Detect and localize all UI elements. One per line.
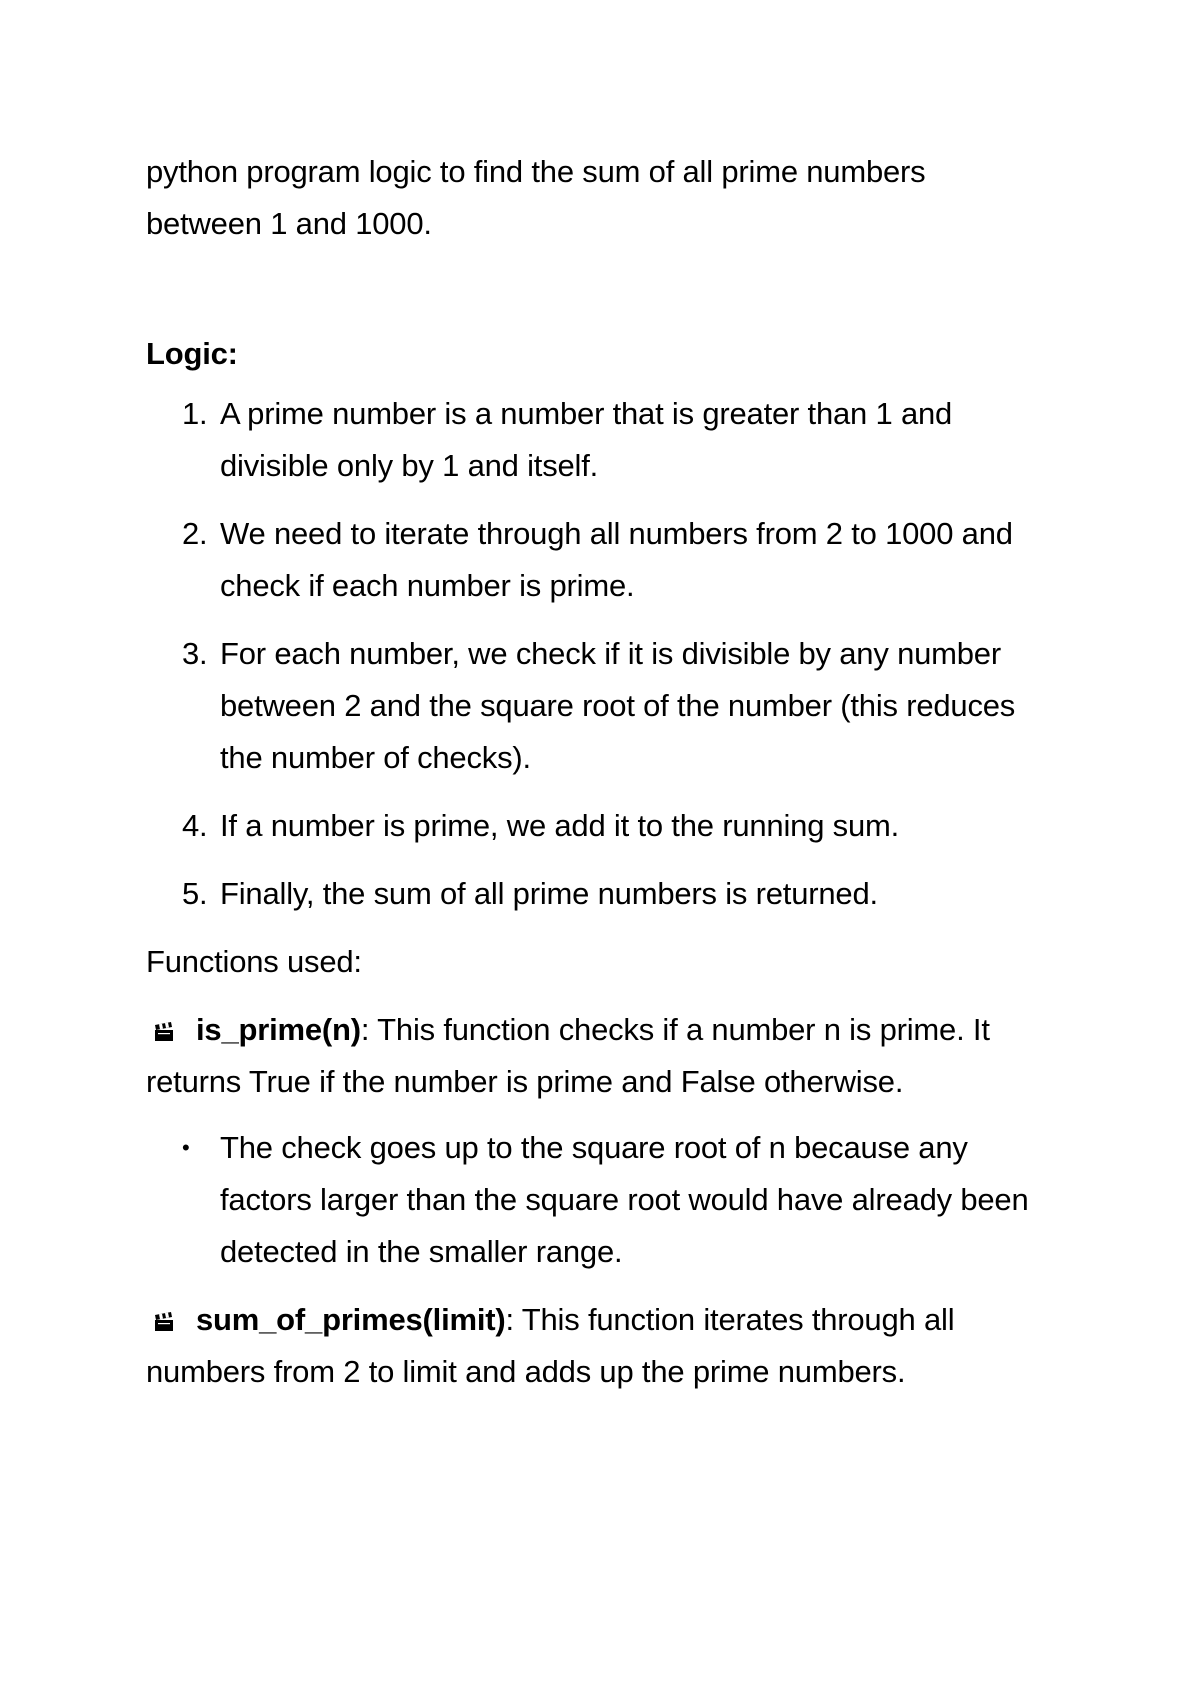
list-number: 4. [182, 808, 208, 843]
list-item-text: We need to iterate through all numbers from 2 to 1000 and check if each number is prime. [220, 516, 1013, 603]
intro-paragraph: python program logic to find the sum of all prime numbers between 1 and 1000. [146, 154, 926, 241]
list-number: 1. [182, 396, 208, 431]
bullet-icon: • [182, 1135, 190, 1160]
list-item-text: Finally, the sum of all prime numbers is returned. [220, 876, 878, 911]
list-number: 5. [182, 876, 208, 911]
function-name: sum_of_primes(limit) [196, 1302, 506, 1337]
document-content [146, 146, 1046, 1398]
note-item [146, 1122, 1046, 1278]
logic-item [146, 628, 1046, 784]
logic-list [146, 388, 1046, 920]
function-notes-list [146, 1122, 1046, 1278]
list-item-text: For each number, we check if it is divisible by any number between 2 and the square root of the number (this reduces the number of checks). [220, 636, 1016, 775]
list-item-text: A prime number is a number that is greater than 1 and divisible only by 1 and itself. [220, 396, 953, 483]
logic-item [146, 868, 1046, 920]
function-description: : This function checks if a number n is prime. It returns True if the number is prime and False otherwise. [146, 1012, 990, 1099]
function-description-is-prime [146, 1004, 1046, 1108]
clapperboard-icon [154, 1296, 174, 1316]
note-text: The check goes up to the square root of n because any factors larger than the square root would have already been detected in the smaller range. [220, 1130, 1029, 1269]
logic-item [146, 388, 1046, 492]
logic-item [146, 800, 1046, 852]
logic-heading: Logic: [146, 336, 238, 371]
functions-label: Functions used: [146, 944, 362, 979]
list-number: 3. [182, 636, 208, 671]
function-description-sum-of-primes [146, 1294, 1046, 1398]
function-name: is_prime(n) [196, 1012, 361, 1047]
list-number: 2. [182, 516, 208, 551]
logic-item [146, 508, 1046, 612]
list-item-text: If a number is prime, we add it to the running sum. [220, 808, 900, 843]
clapperboard-icon [154, 1006, 174, 1026]
function-description: : This function iterates through all numbers from 2 to limit and adds up the prime numbers. [146, 1302, 955, 1389]
